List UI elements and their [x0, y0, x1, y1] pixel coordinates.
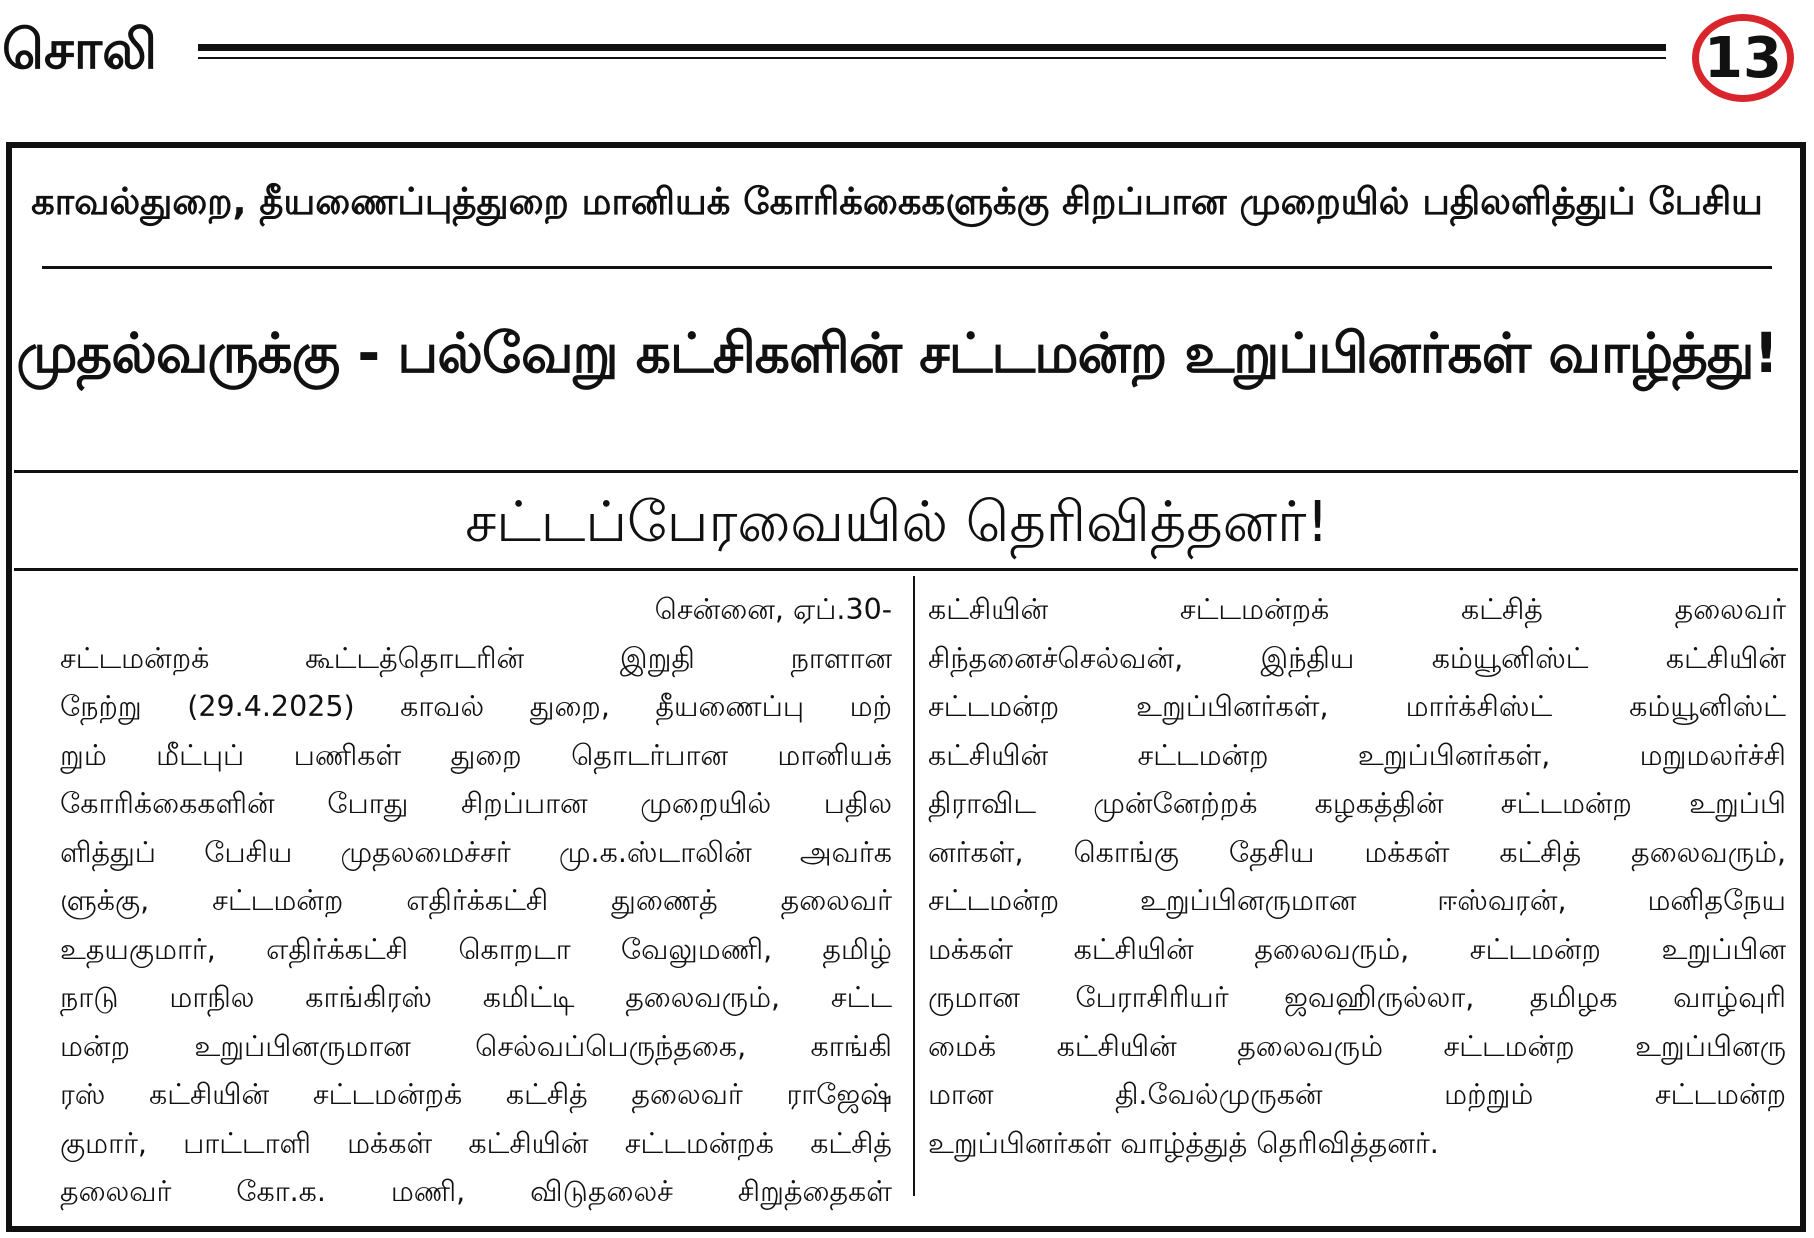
dateline: சென்னை, ஏப்.30-	[654, 593, 892, 626]
body-line: நேற்று (29.4.2025) காவல் துறை, தீயணைப்பு மற்	[60, 690, 892, 723]
sub-headline-underline	[42, 266, 1772, 269]
body-line: தலைவர் கோ.க. மணி, விடுதலைச் சிறுத்தைகள்	[60, 1175, 892, 1208]
masthead-rule-thick	[198, 44, 1666, 51]
column-divider	[913, 576, 915, 1196]
newspaper-name: சொலி	[2, 18, 158, 81]
body-line: திராவிட முன்னேற்றக் கழகத்தின் சட்டமன்ற உறுப்பி	[928, 787, 1786, 820]
body-line: மன்ற உறுப்பினருமான செல்வப்பெருந்தகை, காங்கி	[60, 1029, 892, 1063]
headline-divider	[14, 470, 1798, 473]
article-column-right	[928, 586, 1786, 1168]
body-line: சிந்தனைச்செல்வன், இந்திய கம்யூனிஸ்ட் கட்சியின்	[928, 641, 1786, 675]
body-line: மைக் கட்சியின் தலைவரும் சட்டமன்ற உறுப்பினரு	[928, 1029, 1786, 1063]
masthead-rule-thin	[198, 57, 1666, 59]
body-line: கட்சியின் சட்டமன்ற உறுப்பினர்கள், மறுமலர்ச்சி	[928, 738, 1786, 772]
article-column-left	[60, 586, 892, 1217]
body-line: மக்கள் கட்சியின் தலைவரும், சட்டமன்ற உறுப்பின	[928, 932, 1786, 966]
body-line: கோரிக்கைகளின் போது சிறப்பான முறையில் பதில	[60, 787, 892, 820]
tagline-divider	[14, 568, 1798, 571]
body-line: உதயகுமார், எதிர்க்கட்சி கொறடா வேலுமணி, தமிழ்	[60, 932, 892, 966]
body-line: ரஸ் கட்சியின் சட்டமன்றக் கட்சித் தலைவர் ராஜேஷ்	[60, 1078, 892, 1111]
body-line: றும் மீட்புப் பணிகள் துறை தொடர்பான மானியக்	[60, 738, 892, 772]
body-line: சட்டமன்ற உறுப்பினர்கள், மார்க்சிஸ்ட் கம்யூனிஸ்ட்	[928, 690, 1786, 723]
body-line-last: உறுப்பினர்கள் வாழ்த்துத் தெரிவித்தனர்.	[928, 1126, 1439, 1160]
main-headline: முதல்வருக்கு - பல்வேறு கட்சிகளின் சட்டமன்ற உறுப்பினர்கள் வாழ்த்து!	[16, 321, 1778, 385]
page-number-badge: 13	[1692, 14, 1794, 102]
body-line: குமார், பாட்டாளி மக்கள் கட்சியின் சட்டமன்றக் கட்சித்	[60, 1126, 892, 1160]
sub-headline: காவல்துறை, தீயணைப்புத்துறை மானியக் கோரிக்கைகளுக்கு சிறப்பான முறையில் பதிலளித்துப் பேசிய	[31, 180, 1763, 223]
body-line: சட்டமன்றக் கூட்டத்தொடரின் இறுதி நாளான	[60, 641, 892, 675]
body-line: கட்சியின் சட்டமன்றக் கட்சித் தலைவர்	[928, 593, 1786, 626]
body-line: நாடு மாநில காங்கிரஸ் கமிட்டி தலைவரும், சட்ட	[60, 981, 892, 1014]
body-line: ளித்துப் பேசிய முதலமைச்சர் மு.க.ஸ்டாலின் அவர்க	[60, 835, 892, 869]
body-line: ருமான பேராசிரியர் ஜவஹிருல்லா, தமிழக வாழ்வுரி	[928, 981, 1786, 1014]
masthead	[0, 0, 1814, 120]
body-line: மான தி.வேல்முருகன் மற்றும் சட்டமன்ற	[928, 1078, 1786, 1111]
body-line: னர்கள், கொங்கு தேசிய மக்கள் கட்சித் தலைவரும்,	[928, 835, 1786, 869]
body-line: ளுக்கு, சட்டமன்ற எதிர்க்கட்சி துணைத் தலைவர்	[60, 884, 892, 917]
body-line: சட்டமன்ற உறுப்பினருமான ஈஸ்வரன், மனிதநேய	[928, 884, 1786, 917]
tagline: சட்டப்பேரவையில் தெரிவித்தனர்!	[465, 490, 1329, 555]
